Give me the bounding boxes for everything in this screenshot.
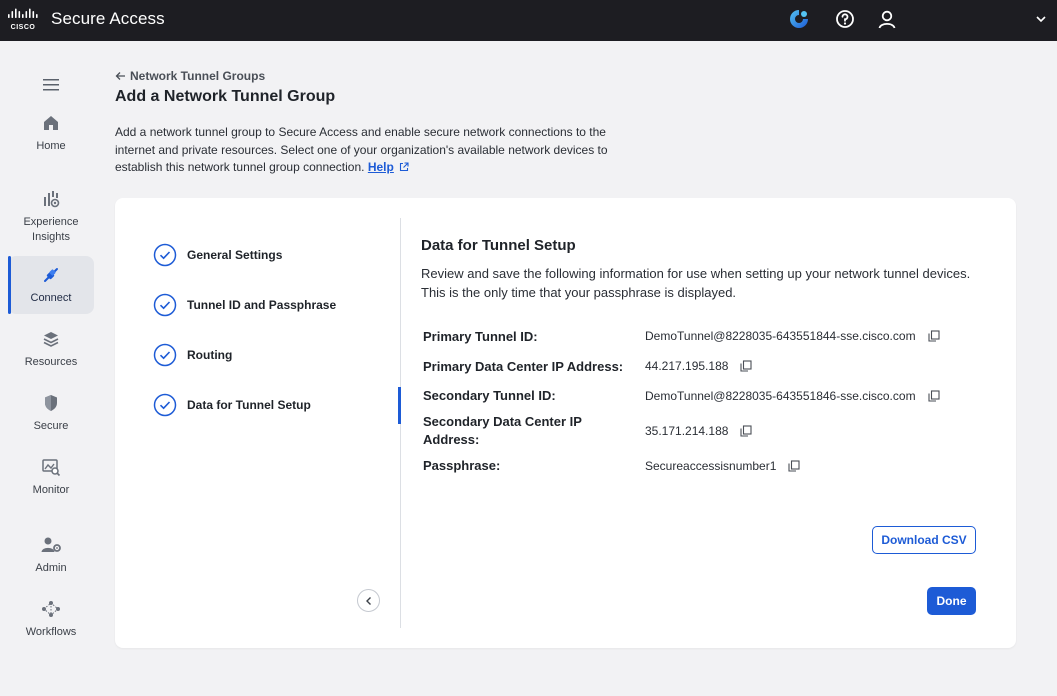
- nav-item-home[interactable]: [8, 113, 94, 161]
- step-label: Data for Tunnel Setup: [187, 398, 311, 412]
- field-label-primary-dc-ip: Primary Data Center IP Address:: [423, 359, 624, 374]
- step-label: General Settings: [187, 248, 283, 262]
- workflows-icon: [40, 599, 62, 619]
- home-icon: [41, 113, 61, 133]
- top-bar: [0, 0, 1057, 41]
- app-title: Secure Access: [51, 9, 165, 28]
- back-link[interactable]: [115, 69, 265, 83]
- field-value-text: Secureaccessisnumber1: [645, 459, 777, 473]
- check-circle-icon: [153, 343, 177, 367]
- download-csv-button[interactable]: Download CSV: [872, 526, 976, 554]
- field-label-passphrase: Passphrase:: [423, 458, 501, 473]
- chevron-down-icon[interactable]: [1029, 7, 1053, 31]
- nav-item-connect[interactable]: [8, 256, 94, 314]
- step-label: Routing: [187, 348, 233, 362]
- nav-label: Admin: [35, 562, 67, 574]
- done-button[interactable]: Done: [927, 587, 976, 615]
- check-circle-icon: [153, 243, 177, 267]
- check-circle-icon: [153, 293, 177, 317]
- step-label: Tunnel ID and Passphrase: [187, 298, 337, 312]
- page-title: Add a Network Tunnel Group: [115, 88, 336, 105]
- nav-item-workflows[interactable]: [8, 599, 94, 647]
- active-step-indicator: [398, 387, 401, 424]
- field-value-text: 44.217.195.188: [645, 359, 729, 373]
- help-icon[interactable]: [833, 7, 857, 31]
- nav-item-admin[interactable]: [8, 535, 94, 583]
- connect-icon: [41, 265, 61, 285]
- hamburger-menu-icon[interactable]: [41, 77, 61, 93]
- field-value-text: 35.171.214.188: [645, 424, 729, 438]
- check-circle-icon: [153, 393, 177, 417]
- chevron-left-icon: [364, 596, 374, 606]
- insights-icon: [41, 189, 61, 209]
- step-data-for-tunnel-setup[interactable]: [153, 393, 311, 417]
- help-link-label: Help: [367, 160, 394, 174]
- nav-item-experience-insights[interactable]: [8, 189, 94, 247]
- field-value-text: DemoTunnel@8228035-643551844-sse.cisco.com: [645, 329, 916, 343]
- field-value-primary-tunnel-id: [645, 329, 940, 343]
- field-value-primary-dc-ip: [645, 359, 752, 373]
- nav-label: Secure: [33, 420, 69, 432]
- section-title: Data for Tunnel Setup: [421, 237, 576, 254]
- copy-icon[interactable]: [928, 390, 940, 402]
- app-switcher-icon[interactable]: [787, 7, 811, 31]
- step-routing[interactable]: [153, 343, 232, 367]
- wizard-card: [115, 198, 1016, 648]
- help-link[interactable]: [368, 160, 394, 174]
- cisco-logo-icon[interactable]: [7, 8, 39, 32]
- back-link-label: Network Tunnel Groups: [130, 69, 266, 83]
- external-link-icon: [399, 162, 409, 172]
- field-label-primary-tunnel-id: Primary Tunnel ID:: [423, 329, 538, 344]
- copy-icon[interactable]: [788, 460, 800, 472]
- resources-icon: [41, 329, 61, 349]
- page-description-text: Add a network tunnel group to Secure Access and enable secure network connections to the internet and private resources. Select one of your organization's available network devices to establish this network tunnel group connection.: [115, 125, 608, 174]
- copy-icon[interactable]: [740, 360, 752, 372]
- field-label-secondary-tunnel-id: Secondary Tunnel ID:: [423, 388, 556, 403]
- field-value-secondary-dc-ip: [645, 424, 752, 438]
- nav-label: Experience Insights: [23, 216, 79, 243]
- field-value-text: DemoTunnel@8228035-643551846-sse.cisco.com: [645, 389, 916, 403]
- field-value-secondary-tunnel-id: [645, 389, 940, 403]
- nav-item-monitor[interactable]: [8, 457, 94, 505]
- monitor-icon: [41, 457, 61, 477]
- copy-icon[interactable]: [740, 425, 752, 437]
- nav-label: Monitor: [32, 484, 70, 496]
- nav-label: Workflows: [25, 626, 77, 638]
- step-general-settings[interactable]: [153, 243, 282, 267]
- nav-label: Connect: [30, 291, 72, 304]
- nav-label: Home: [36, 140, 66, 152]
- step-tunnel-id-passphrase[interactable]: [153, 293, 336, 317]
- side-nav: [0, 41, 102, 696]
- field-value-passphrase: [645, 459, 800, 473]
- collapse-steps-button[interactable]: [357, 589, 380, 612]
- field-label-secondary-dc-ip: Secondary Data Center IP Address:: [423, 414, 582, 447]
- user-icon[interactable]: [875, 7, 899, 31]
- arrow-left-icon: [115, 71, 126, 81]
- section-description: Review and save the following information for use when setting up your network tunnel devices. This is the only time that your passphrase is displayed.: [421, 266, 971, 300]
- shield-icon: [41, 393, 61, 413]
- admin-icon: [40, 535, 62, 555]
- page-description: [115, 124, 615, 177]
- nav-item-resources[interactable]: [8, 329, 94, 377]
- nav-label: Resources: [24, 356, 78, 368]
- svg-text:CISCO: CISCO: [10, 24, 36, 31]
- copy-icon[interactable]: [928, 330, 940, 342]
- nav-item-secure[interactable]: [8, 393, 94, 441]
